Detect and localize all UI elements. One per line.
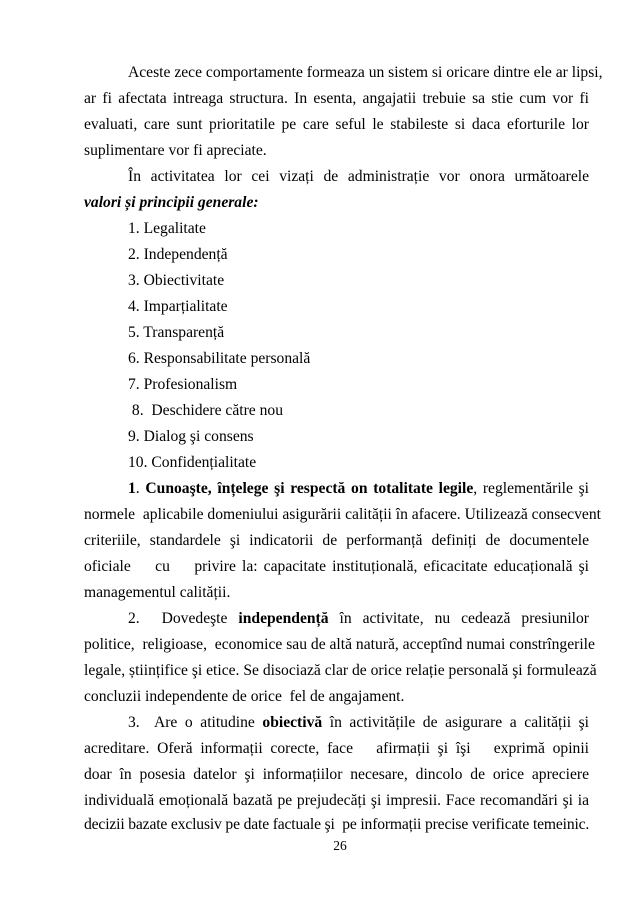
para4-line2: politice, religioase, economice sau de altă natură, acceptînd numai constrîngerile [84, 636, 595, 653]
para3-rest: , reglementările şi [473, 480, 589, 497]
para3-dot: . [135, 480, 146, 497]
para5-pre: 3. Are o atitudine [128, 714, 263, 731]
para3-line3: criteriile, standardele şi indicatorii de performanță definiți de documentele [84, 532, 589, 549]
list-item: 7. Profesionalism [128, 376, 238, 393]
list-item: 8. Deschidere către nou [128, 402, 284, 419]
list-item: 6. Responsabilitate personală [128, 350, 311, 367]
para3-bold: Cunoaşte, înțelege şi respectă on totalitate legile [145, 480, 474, 497]
para5-rest: în activitățile de asigurare a calității şi [322, 714, 590, 731]
para3-line4: oficiale cu privire la: capacitate instituțională, eficacitate educațională şi [84, 558, 589, 575]
para3-number: 1 [128, 480, 136, 497]
para5-bold: obiectivă [262, 714, 323, 731]
list-item: 10. Confidențialitate [128, 454, 257, 471]
para5-line3: doar în posesia datelor şi informațiilor necesare, dincolo de orice apreciere [84, 766, 589, 783]
list-item: 2. Independență [128, 246, 228, 263]
para4-line4: concluzii independente de orice fel de angajament. [84, 688, 405, 705]
para5-line4: individuală emoțională bazată pe prejudecăți şi impresii. Face recomandări şi ia [84, 792, 589, 809]
para5-line2: acreditare. Oferă informații corecte, face afirmații şi îşi exprimă opinii [84, 740, 589, 757]
para4-line3: legale, științifice şi etice. Se disociază clar de orice relație personală şi formulează [84, 662, 597, 679]
para4-bold: independență [238, 610, 329, 627]
para3-line2: normele aplicabile domeniului asigurării calității în afacere. Utilizează consecvent [84, 506, 601, 523]
list-item: 3. Obiectivitate [128, 272, 225, 289]
para1-line2: ar fi afectata intreaga structura. In esenta, angajatii trebuie sa stie cum vor fi [84, 90, 589, 107]
page-number: 26 [333, 838, 347, 853]
para1-line3: evaluati, care sunt prioritatile pe care seful le stabileste si daca eforturile lor [84, 116, 589, 133]
para4-line1 [128, 609, 589, 629]
para5-line1 [128, 713, 589, 733]
para4-pre: 2. Dovedeşte [128, 610, 239, 627]
para2-line2 [84, 193, 589, 213]
para5-line5: decizii bazate exclusiv pe date factuale şi pe informații precise verificate temeinic. [84, 816, 590, 833]
list-item: 4. Imparțialitate [128, 298, 228, 315]
para3-line1 [128, 479, 589, 499]
para2-line1: În activitatea lor cei vizați de administrație vor onora următoarele [128, 168, 589, 185]
list-item: 1. Legalitate [128, 220, 206, 237]
list-item: 5. Transparență [128, 324, 225, 341]
para1-line4: suplimentare vor fi apreciate. [84, 142, 267, 159]
list-item: 9. Dialog şi consens [128, 428, 254, 445]
para4-rest: în activitate, nu cedează presiunilor [328, 610, 589, 627]
para3-line5: managementul calității. [84, 584, 231, 601]
values-heading: valori și principii generale: [84, 194, 259, 211]
para1-line1: Aceste zece comportamente formeaza un sistem si oricare dintre ele ar lipsi, [128, 64, 603, 81]
